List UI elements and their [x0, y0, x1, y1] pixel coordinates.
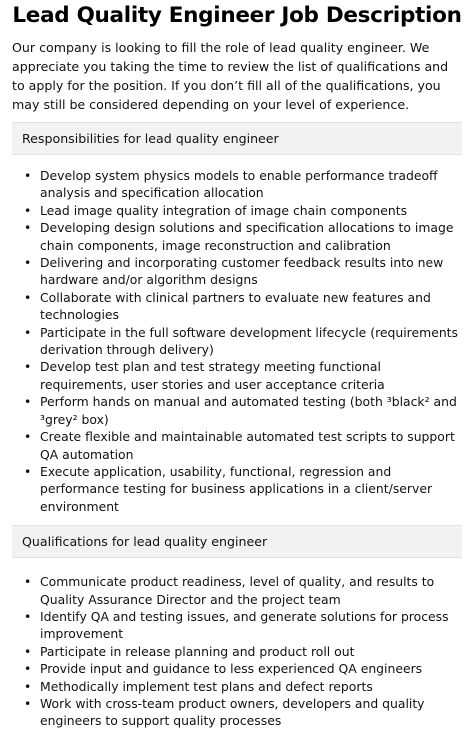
list-item [12, 660, 462, 677]
list-item-text: Create flexible and maintainable automated test scripts to support QA automation [40, 429, 455, 462]
bullet-icon: • [24, 168, 32, 183]
list-item [12, 167, 462, 202]
list-item-text: Participate in release planning and product roll out [40, 643, 355, 659]
list-item [12, 219, 462, 254]
responsibilities-heading: Responsibilities for lead quality engineer [12, 122, 462, 155]
list-item [12, 608, 462, 643]
list-item-text: Develop system physics models to enable performance tradeoff analysis and specification allocation [40, 168, 438, 201]
list-item [12, 643, 462, 660]
list-item [12, 289, 462, 324]
intro-paragraph: Our company is looking to fill the role of lead quality engineer. We appreciate you taking the time to review the list of qualifications and to apply for the position. If you don’t fill all of the qualifications, you may still be considered depending on your level of experience. [12, 40, 449, 112]
bullet-icon: • [24, 289, 32, 305]
list-item [12, 324, 462, 359]
qualifications-heading: Qualifications for lead quality engineer [12, 525, 462, 558]
list-item-text: Perform hands on manual and automated testing (both ³black² and ³grey² box) [40, 394, 457, 427]
list-item [12, 254, 462, 289]
list-item [12, 463, 462, 515]
list-item [12, 202, 462, 219]
bullet-icon: • [24, 429, 32, 445]
bullet-icon: • [24, 695, 32, 711]
bullet-icon: • [24, 678, 32, 694]
bullet-icon: • [24, 661, 32, 677]
page-title: Lead Quality Engineer Job Description [12, 3, 462, 28]
list-item-text: Participate in the full software development lifecycle (requirements derivation through delivery) [40, 324, 458, 358]
list-item-text: Collaborate with clinical partners to evaluate new features and technologies [40, 289, 431, 323]
list-item [12, 358, 462, 393]
list-item [12, 573, 462, 608]
bullet-icon: • [24, 463, 32, 479]
list-item-text: Developing design solutions and specification allocations to image chain components, image reconstruction and calibration [40, 220, 454, 253]
qualifications-list [12, 573, 462, 730]
bullet-icon: • [24, 643, 32, 659]
list-item-text: Communicate product readiness, level of quality, and results to Quality Assurance Director and the project team [40, 574, 435, 607]
bullet-icon: • [24, 220, 32, 236]
bullet-icon: • [24, 359, 32, 375]
list-item [12, 428, 462, 463]
list-item-text: Provide input and guidance to less experienced QA engineers [40, 661, 423, 677]
bullet-icon: • [24, 324, 32, 340]
list-item-text: Develop test plan and test strategy meeting functional requirements, user stories and user acceptance criteria [40, 359, 385, 392]
list-item-text: Delivering and incorporating customer feedback results into new hardware and/or algorithm designs [40, 255, 444, 288]
list-item-text: Work with cross-team product owners, developers and quality engineers to support quality processes [40, 695, 425, 729]
list-item [12, 678, 462, 695]
list-item-text: Identify QA and testing issues, and generate solutions for process improvement [40, 608, 449, 642]
bullet-icon: • [24, 574, 32, 590]
list-item-text: Methodically implement test plans and defect reports [40, 678, 373, 694]
list-item-text: Lead image quality integration of image chain components [40, 202, 408, 218]
bullet-icon: • [24, 202, 32, 218]
bullet-icon: • [24, 608, 32, 624]
bullet-icon: • [24, 394, 32, 410]
responsibilities-list [12, 167, 462, 515]
list-item [12, 393, 462, 428]
bullet-icon: • [24, 255, 32, 271]
list-item-text: Execute application, usability, functional, regression and performance testing for business applications in a client/server environment [40, 463, 433, 514]
list-item [12, 695, 462, 730]
